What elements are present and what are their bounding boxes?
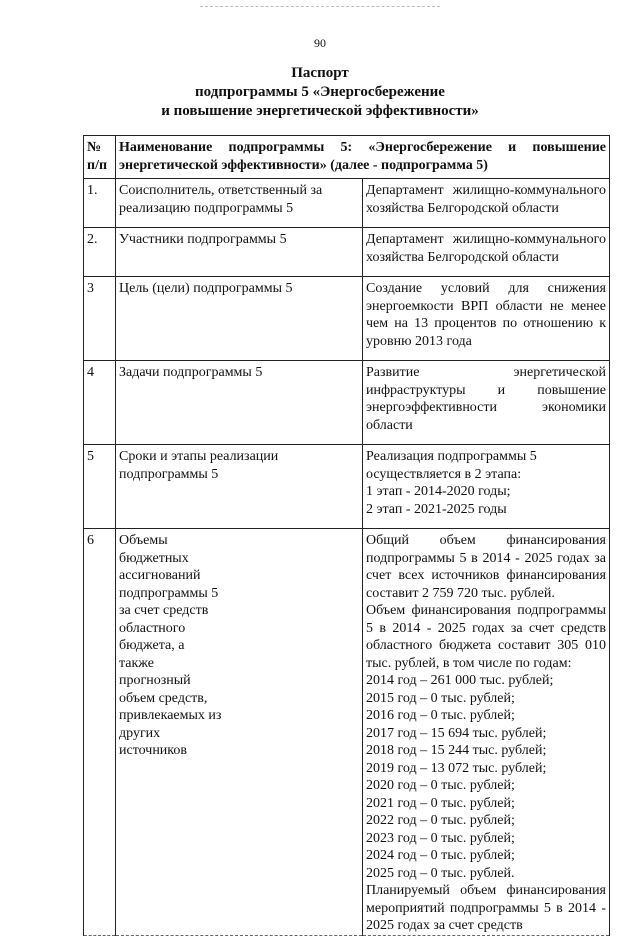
- header-num-cell: № п/п: [84, 136, 116, 179]
- label-line: бюджета, а: [119, 638, 185, 653]
- row-value: [363, 529, 610, 936]
- funding-regional-paragraph: Объем финансирования подпрограммы 5 в 2014 - 2025 годах за счет средств областного бюджета составит 305 010 тыс. рублей, в том числе по годам:: [366, 603, 606, 671]
- label-line: других: [119, 725, 161, 741]
- label-line: прогнозный: [119, 673, 191, 688]
- year-funding-line: 2018 год – 15 244 тыс. рублей;: [366, 743, 547, 758]
- row-label: Задачи подпрограммы 5: [116, 361, 363, 445]
- year-funding-line: 2021 год – 0 тыс. рублей;: [366, 795, 515, 811]
- row-num: 5: [84, 445, 116, 529]
- title-line-1: Паспорт: [291, 65, 349, 81]
- table-row: [84, 179, 610, 228]
- label-line: подпрограммы 5: [119, 585, 219, 601]
- row-label: [116, 529, 363, 936]
- year-funding-line: 2017 год – 15 694 тыс. рублей;: [366, 725, 547, 741]
- year-funding-line: 2019 год – 13 072 тыс. рублей;: [366, 760, 547, 776]
- year-funding-line: 2014 год – 261 000 тыс. рублей;: [366, 673, 554, 688]
- header-name-cell: Наименование подпрограммы 5: «Энергосбережение и повышение энергетической эффективности» (далее - подпрограмма 5): [116, 136, 610, 179]
- year-funding-line: 2020 год – 0 тыс. рублей;: [366, 778, 515, 793]
- planned-funding-paragraph: Планируемый объем финансирования мероприятий подпрограммы 5 в 2014 - 2025 годах за счет средств: [366, 883, 606, 933]
- year-funding-line: 2016 год – 0 тыс. рублей;: [366, 708, 515, 723]
- label-line: за счет средств: [119, 603, 209, 618]
- stage-line: Реализация подпрограммы 5 осуществляется в 2 этапа:: [366, 449, 537, 482]
- year-funding-line: 2025 год – 0 тыс. рублей.: [366, 865, 515, 881]
- year-funding-line: 2024 год – 0 тыс. рублей;: [366, 848, 515, 863]
- row-value: Развитие энергетической инфраструктуры и повышение энергоэффективности экономики области: [363, 361, 610, 445]
- table-row: [84, 228, 610, 277]
- row-label: Участники подпрограммы 5: [116, 228, 363, 277]
- row-num: 3: [84, 277, 116, 361]
- label-line: бюджетных: [119, 550, 189, 566]
- label-line: ассигнований: [119, 568, 201, 583]
- label-line: областного: [119, 620, 186, 636]
- label-line: также: [119, 655, 155, 671]
- table-row: [84, 529, 610, 936]
- label-line: источников: [119, 743, 188, 758]
- label-line: Объемы: [119, 533, 168, 548]
- label-line: объем средств,: [119, 690, 208, 706]
- row-label: Цель (цели) подпрограммы 5: [116, 277, 363, 361]
- document-title: [0, 64, 640, 121]
- table-row: [84, 445, 610, 529]
- row-value: Создание условий для снижения энергоемкости ВРП области не менее чем на 13 процентов по отношению к уровню 2013 года: [363, 277, 610, 361]
- table-header-row: [84, 136, 610, 179]
- row-num: 6: [84, 529, 116, 936]
- row-value: [363, 445, 610, 529]
- row-num: 1.: [84, 179, 116, 228]
- table-row: [84, 361, 610, 445]
- year-funding-line: 2022 год – 0 тыс. рублей;: [366, 813, 515, 828]
- page-top-rule: [200, 6, 440, 8]
- funding-total-paragraph: Общий объем финансирования подпрограммы 5 в 2014 - 2025 годах за счет всех источников финансирования составит 2 759 720 тыс. рублей.: [366, 533, 606, 601]
- title-line-2: подпрограммы 5 «Энергосбережение: [195, 84, 445, 100]
- row-value: Департамент жилищно-коммунального хозяйства Белгородской области: [363, 179, 610, 228]
- year-funding-line: 2023 год – 0 тыс. рублей;: [366, 830, 515, 846]
- row-num: 2.: [84, 228, 116, 277]
- row-value: Департамент жилищно-коммунального хозяйства Белгородской области: [363, 228, 610, 277]
- stage-line: 1 этап - 2014-2020 годы;: [366, 484, 511, 499]
- stage-line: 2 этап - 2021-2025 годы: [366, 501, 507, 517]
- row-num: 4: [84, 361, 116, 445]
- page-number: 90: [314, 36, 326, 50]
- label-line: привлекаемых из: [119, 708, 222, 723]
- title-line-3: и повышение энергетической эффективности»: [161, 103, 479, 119]
- year-funding-line: 2015 год – 0 тыс. рублей;: [366, 690, 515, 706]
- table-row: [84, 277, 610, 361]
- passport-table: [83, 135, 610, 936]
- row-label: Сроки и этапы реализации подпрограммы 5: [116, 445, 363, 529]
- row-label: Соисполнитель, ответственный за реализацию подпрограммы 5: [116, 179, 363, 228]
